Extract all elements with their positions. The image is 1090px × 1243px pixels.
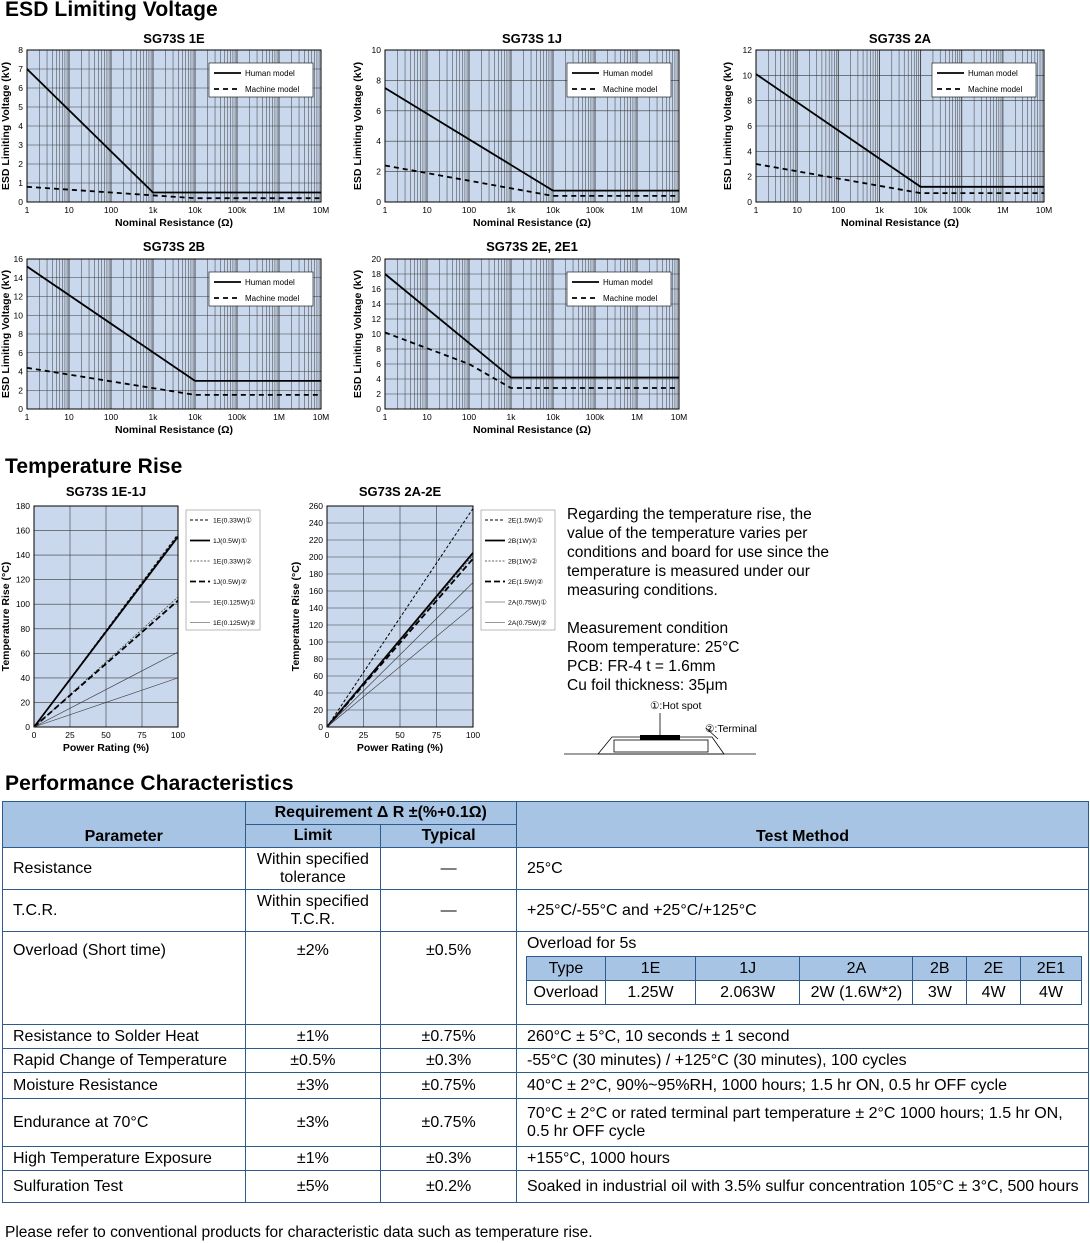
table-row: Resistance to Solder Heat ±1% ±0.75% 260°C ± 5°C, 10 seconds ± 1 second <box>3 1025 1089 1049</box>
y-tick-label: 6 <box>376 105 381 116</box>
x-tick-label: 50 <box>395 730 405 740</box>
x-tick-label: 10k <box>546 412 560 422</box>
y-tick-label: 2 <box>376 166 381 177</box>
esd-chart-1j <box>352 28 692 238</box>
y-tick-label: 2 <box>18 385 23 396</box>
y-tick-label: 140 <box>308 603 323 613</box>
x-tick-label: 100k <box>585 205 605 215</box>
y-tick-label: 0 <box>376 404 381 414</box>
y-tick-label: 8 <box>376 75 381 86</box>
y-tick-label: 1 <box>18 178 23 188</box>
legend-label: 2E(1.5W)① <box>508 517 543 525</box>
legend-box <box>481 510 555 630</box>
pcb-spec: PCB: FR-4 t = 1.6mm <box>567 658 716 675</box>
temp-rise-note <box>567 505 867 695</box>
legend-label: 1J(0.5W)① <box>213 538 247 545</box>
legend-label: 1E(0.125W)② <box>213 620 256 627</box>
x-axis-label: Power Rating (%) <box>62 742 150 754</box>
y-axis-label: ESD Limiting Voltage (kV) <box>0 269 12 399</box>
x-tick-label: 10M <box>670 205 688 215</box>
y-tick-label: 40 <box>20 672 30 683</box>
y-axis-label: Temperature Rise (°C) <box>290 561 302 672</box>
x-tick-label: 100 <box>831 205 846 215</box>
x-tick-label: 25 <box>65 730 75 740</box>
chart-title: SG73S 1J <box>502 31 562 46</box>
x-tick-label: 10M <box>1035 205 1053 215</box>
y-tick-label: 4 <box>18 366 23 377</box>
x-tick-label: 1k <box>874 205 884 215</box>
x-tick-label: 10 <box>792 205 802 215</box>
table-row: Rapid Change of Temperature ±0.5% ±0.3% -55°C (30 minutes) / +125°C (30 minutes), 100 cycles <box>3 1049 1089 1073</box>
y-tick-label: 100 <box>15 599 30 610</box>
x-tick-label: 10 <box>64 205 74 215</box>
overload-table <box>526 956 1082 1005</box>
y-tick-label: 12 <box>742 45 752 55</box>
chart-title: SG73S 2E, 2E1 <box>486 239 578 254</box>
measurement-diagram <box>560 697 780 759</box>
x-tick-label: 1 <box>753 205 759 215</box>
legend-box <box>186 510 260 630</box>
note-line: conditions and board for use since the <box>567 544 829 561</box>
esd-section-title: ESD Limiting Voltage <box>5 0 218 21</box>
y-axis-label: ESD Limiting Voltage (kV) <box>352 269 364 399</box>
legend-label: 1E(0.33W)① <box>213 517 252 525</box>
x-tick-label: 0 <box>31 730 37 740</box>
y-tick-label: 180 <box>15 501 30 511</box>
x-tick-label: 50 <box>101 730 111 740</box>
x-tick-label: 1M <box>273 205 285 215</box>
y-tick-label: 4 <box>18 121 23 131</box>
x-tick-label: 100 <box>103 412 119 422</box>
legend-label: Machine model <box>245 85 300 94</box>
cu-foil-thickness: Cu foil thickness: 35μm <box>567 677 728 694</box>
chart-title: SG73S 2A-2E <box>358 484 442 499</box>
y-tick-label: 0 <box>25 722 30 732</box>
x-tick-label: 100k <box>585 412 605 422</box>
y-tick-label: 0 <box>18 197 23 207</box>
esd-chart-2a <box>722 28 1062 238</box>
x-tick-label: 100 <box>465 730 481 740</box>
overload-caption: Overload for 5s <box>526 935 637 952</box>
x-tick-label: 100k <box>952 205 971 215</box>
x-axis-label: Nominal Resistance (Ω) <box>472 424 592 436</box>
y-tick-label: 8 <box>747 95 752 106</box>
y-tick-label: 260 <box>308 501 323 511</box>
y-tick-label: 80 <box>313 654 323 664</box>
note-line: value of the temperature varies per <box>567 525 808 542</box>
legend-label: 2E(1.5W)② <box>508 579 543 586</box>
y-tick-label: 20 <box>313 705 323 715</box>
overload-header-row: Type 1E 1J 2A 2B 2E 2E1 <box>526 957 1081 981</box>
x-tick-label: 10M <box>670 412 688 422</box>
legend-label: 1E(0.125W)① <box>213 599 256 607</box>
y-tick-label: 240 <box>308 518 323 528</box>
y-tick-label: 8 <box>18 329 23 339</box>
y-tick-label: 10 <box>371 329 381 339</box>
y-tick-label: 0 <box>318 722 323 732</box>
x-tick-label: 1k <box>506 205 516 215</box>
x-tick-label: 100 <box>170 730 186 740</box>
x-tick-label: 75 <box>431 730 442 740</box>
legend-label: 2A(0.75W)② <box>508 620 547 627</box>
x-tick-label: 100 <box>461 412 477 422</box>
legend-label: Machine model <box>603 85 658 94</box>
y-tick-label: 14 <box>13 272 23 283</box>
x-tick-label: 10k <box>546 205 560 215</box>
y-tick-label: 2 <box>747 171 752 182</box>
temp-rise-chart-2a-2e <box>290 482 560 757</box>
x-tick-label: 10M <box>312 205 330 215</box>
temp-rise-section-title: Temperature Rise <box>5 455 183 478</box>
note-line: temperature is measured under our <box>567 563 810 580</box>
legend-label: 1E(0.33W)② <box>213 558 252 566</box>
header-test-method: Test Method <box>516 802 1088 848</box>
legend-label: Human model <box>968 69 1018 78</box>
x-axis-label: Nominal Resistance (Ω) <box>840 217 960 229</box>
x-tick-label: 10k <box>188 412 202 422</box>
x-tick-label: 25 <box>358 730 369 740</box>
y-tick-label: 20 <box>20 697 30 708</box>
legend-label: Machine model <box>245 294 300 303</box>
legend-label: 2B(1W)① <box>508 538 538 545</box>
y-tick-label: 10 <box>742 70 752 81</box>
legend-label: Human model <box>603 69 653 78</box>
x-tick-label: 10 <box>64 412 74 422</box>
performance-table <box>2 801 1089 1203</box>
x-tick-label: 75 <box>137 730 147 740</box>
table-row: Resistance Within specified tolerance — 25°C <box>3 848 1089 890</box>
y-tick-label: 18 <box>371 269 381 279</box>
table-row: Endurance at 70°C ±3% ±0.75% 70°C ± 2°C or rated terminal part temperature ± 2°C 1000 hours; 1.5 hr ON, 0.5 hr OFF cycle <box>3 1099 1089 1147</box>
y-tick-label: 180 <box>308 569 323 579</box>
x-tick-label: 10 <box>422 412 432 422</box>
y-tick-label: 2 <box>376 389 381 399</box>
y-tick-label: 160 <box>15 525 30 536</box>
y-tick-label: 12 <box>13 291 23 302</box>
temp-rise-chart-1e-1j <box>0 482 270 757</box>
y-tick-label: 40 <box>313 688 323 698</box>
y-tick-label: 80 <box>20 623 30 634</box>
y-tick-label: 6 <box>747 121 752 131</box>
y-tick-label: 14 <box>371 299 381 309</box>
y-tick-label: 16 <box>13 254 23 264</box>
chart-title: SG73S 1E-1J <box>65 484 147 499</box>
header-typical: Typical <box>381 825 517 848</box>
hotspot-label: ①:Hot spot <box>650 700 702 712</box>
footer-note: Please refer to conventional products for characteristic data such as temperature rise. <box>5 1224 593 1241</box>
y-axis-label: ESD Limiting Voltage (kV) <box>352 61 364 191</box>
y-tick-label: 16 <box>371 284 381 294</box>
x-axis-label: Power Rating (%) <box>356 742 444 754</box>
legend-label: 2A(0.75W)① <box>508 599 547 607</box>
performance-section-title: Performance Characteristics <box>5 772 294 795</box>
y-tick-label: 7 <box>18 64 23 74</box>
y-tick-label: 6 <box>18 347 23 358</box>
chart-title: SG73S 2A <box>868 31 932 46</box>
table-row: Overload (Short time) ±2% ±0.5% Overload for 5s Type 1E 1J 2A 2B 2E 2E1 Overload 1.25W 2.063W 2W (1.6W*2) 3W 4W 4W <box>3 932 1089 1025</box>
measurement-condition-title: Measurement condition <box>567 620 729 637</box>
x-tick-label: 10k <box>188 205 202 215</box>
x-axis-label: Nominal Resistance (Ω) <box>114 424 234 436</box>
y-tick-label: 0 <box>376 197 381 207</box>
x-tick-label: 1 <box>24 205 30 215</box>
y-tick-label: 4 <box>376 136 381 147</box>
legend-label: Machine model <box>968 85 1023 94</box>
x-tick-label: 1M <box>631 205 643 215</box>
y-tick-label: 8 <box>18 45 23 55</box>
y-tick-label: 200 <box>308 552 323 562</box>
x-tick-label: 0 <box>324 730 330 740</box>
x-tick-label: 10M <box>312 412 330 422</box>
y-axis-label: ESD Limiting Voltage (kV) <box>0 61 12 191</box>
chart-title: SG73S 1E <box>143 31 205 46</box>
esd-chart-1e <box>0 28 340 238</box>
y-tick-label: 0 <box>18 404 23 414</box>
table-row: Moisture Resistance ±3% ±0.75% 40°C ± 2°C, 90%~95%RH, 1000 hours; 1.5 hr ON, 0.5 hr OFF cycle <box>3 1073 1089 1099</box>
x-tick-label: 10k <box>913 205 928 215</box>
y-tick-label: 100 <box>308 637 323 647</box>
esd-chart-2b <box>0 236 340 446</box>
legend-label: Human model <box>245 69 295 78</box>
y-tick-label: 60 <box>20 648 30 659</box>
y-tick-label: 120 <box>308 620 323 630</box>
y-tick-label: 4 <box>376 374 381 384</box>
y-tick-label: 0 <box>747 197 752 207</box>
room-temperature: Room temperature: 25°C <box>567 639 740 656</box>
chart-title: SG73S 2B <box>142 239 206 254</box>
legend-label: Human model <box>603 278 653 287</box>
x-tick-label: 1M <box>996 205 1009 215</box>
y-tick-label: 3 <box>18 140 23 150</box>
x-axis-label: Nominal Resistance (Ω) <box>114 217 234 229</box>
y-tick-label: 10 <box>371 45 381 55</box>
legend-label: Machine model <box>603 294 658 303</box>
y-tick-label: 220 <box>308 535 323 545</box>
x-tick-label: 1 <box>382 412 388 422</box>
y-tick-label: 12 <box>371 314 381 324</box>
x-axis-label: Nominal Resistance (Ω) <box>472 217 592 229</box>
y-tick-label: 140 <box>15 550 30 561</box>
terminal-label: ②:Terminal <box>705 723 758 735</box>
x-tick-label: 1M <box>273 412 285 422</box>
y-axis-label: Temperature Rise (°C) <box>0 561 12 672</box>
y-tick-label: 2 <box>18 159 23 169</box>
table-row: Sulfuration Test ±5% ±0.2% Soaked in industrial oil with 3.5% sulfur concentration 105°C ± 3°C, 500 hours <box>3 1171 1089 1203</box>
y-tick-label: 5 <box>18 102 23 112</box>
legend-label: Human model <box>245 278 295 287</box>
x-tick-label: 1 <box>382 205 388 215</box>
table-row: T.C.R. Within specified T.C.R. — +25°C/-55°C and +25°C/+125°C <box>3 890 1089 932</box>
x-tick-label: 100k <box>227 205 247 215</box>
x-tick-label: 100 <box>103 205 119 215</box>
y-tick-label: 4 <box>747 146 752 157</box>
y-tick-label: 8 <box>376 344 381 354</box>
y-tick-label: 6 <box>376 359 381 369</box>
header-requirement: Requirement Δ R ±(%+0.1Ω) <box>245 802 516 825</box>
y-axis-label: ESD Limiting Voltage (kV) <box>722 61 734 191</box>
y-tick-label: 160 <box>308 586 323 596</box>
header-limit: Limit <box>245 825 381 848</box>
y-tick-label: 6 <box>18 83 23 93</box>
x-tick-label: 100 <box>461 205 477 215</box>
y-tick-label: 120 <box>15 574 30 585</box>
y-tick-label: 20 <box>371 254 381 264</box>
legend-label: 2B(1W)② <box>508 558 538 566</box>
x-tick-label: 100k <box>227 412 247 422</box>
y-tick-label: 10 <box>13 310 23 321</box>
x-tick-label: 1k <box>148 412 158 422</box>
x-tick-label: 10 <box>422 205 432 215</box>
legend-label: 1J(0.5W)② <box>213 579 247 586</box>
x-tick-label: 1k <box>148 205 158 215</box>
esd-chart-2e <box>352 236 692 446</box>
note-line: measuring conditions. <box>567 582 718 599</box>
x-tick-label: 1M <box>631 412 643 422</box>
overload-value-row: Overload 1.25W 2.063W 2W (1.6W*2) 3W 4W 4W <box>526 981 1081 1005</box>
note-line: Regarding the temperature rise, the <box>567 506 812 523</box>
header-parameter: Parameter <box>3 802 246 848</box>
table-row: High Temperature Exposure ±1% ±0.3% +155°C, 1000 hours <box>3 1147 1089 1171</box>
x-tick-label: 1k <box>506 412 516 422</box>
x-tick-label: 1 <box>24 412 30 422</box>
y-tick-label: 60 <box>313 671 323 681</box>
